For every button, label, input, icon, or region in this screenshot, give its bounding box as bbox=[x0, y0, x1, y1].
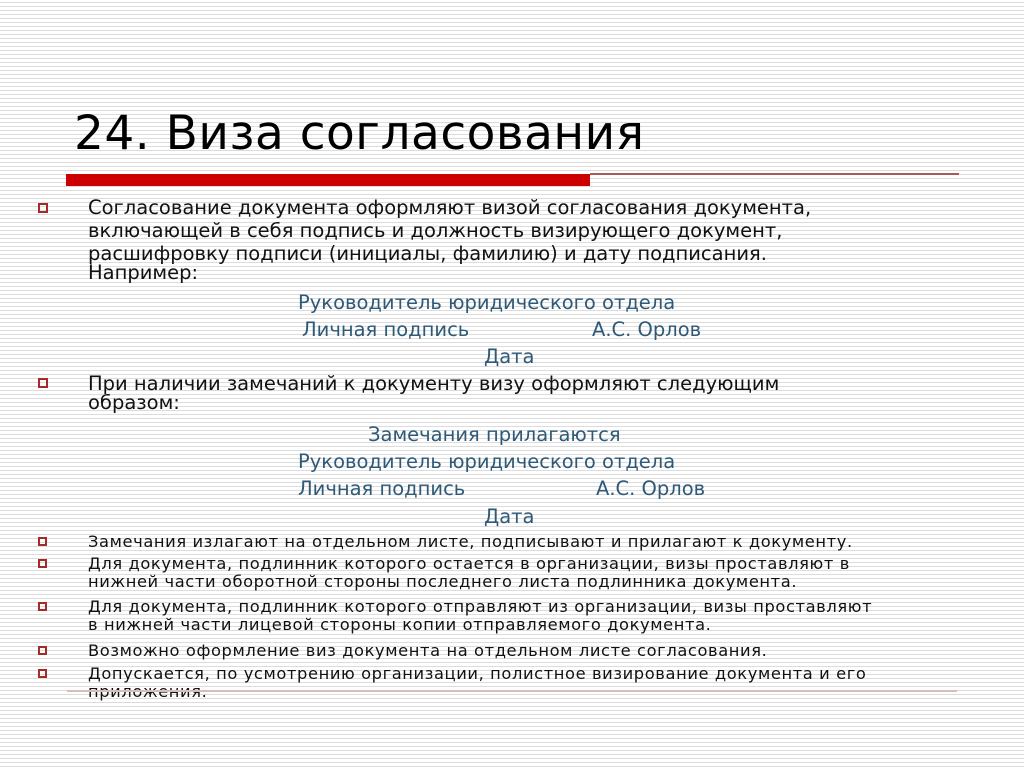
text-line: Для документа, подлинник которого остается в организации, визы проставляют в bbox=[88, 554, 850, 573]
text-line: включающей в себя подпись и должность визирующего документ, bbox=[88, 219, 783, 242]
bullet-text-6 bbox=[88, 641, 767, 661]
footer-divider bbox=[67, 690, 957, 692]
bullet-square-icon bbox=[38, 537, 47, 546]
text-line: Замечания излагают на отдельном листе, подписывают и прилагают к документу. bbox=[88, 532, 853, 551]
bullet-square-icon bbox=[38, 646, 47, 655]
bullet-square-icon bbox=[38, 602, 47, 611]
text-line: Согласование документа оформляют визой согласования документа, bbox=[88, 196, 812, 219]
title-underline-thin bbox=[590, 173, 959, 175]
text-line: Допускается, по усмотрению организации, полистное визирование документа и его bbox=[88, 664, 867, 683]
bullet-text-3 bbox=[88, 532, 853, 552]
text-line: нижней части оборотной стороны последнего листа подлинника документа. bbox=[88, 572, 798, 591]
example2-signature: Личная подпись bbox=[298, 477, 466, 500]
bullet-square-icon bbox=[38, 669, 47, 678]
bullet-square-icon bbox=[38, 378, 48, 388]
bullet-square-icon bbox=[38, 203, 48, 213]
bullet-text-4 bbox=[88, 554, 850, 592]
bullet-text-1 bbox=[88, 196, 811, 284]
text-line: Для документа, подлинник которого отправляют из организации, визы проставляют bbox=[88, 597, 873, 616]
bullet-text-7 bbox=[88, 664, 866, 702]
title-underline-thick bbox=[66, 174, 590, 186]
slide-title: 24. Виза согласования bbox=[74, 106, 645, 161]
bullet-text-2 bbox=[88, 372, 779, 414]
bullet-text-5 bbox=[88, 597, 872, 635]
bullet-square-icon bbox=[38, 559, 47, 568]
example1-date: Дата bbox=[484, 345, 535, 368]
example1-name: А.С. Орлов bbox=[592, 318, 702, 341]
text-line: Возможно оформление виз документа на отдельном листе согласования. bbox=[88, 641, 768, 660]
text-line: расшифровку подписи (инициалы, фамилию) и дату подписания. bbox=[88, 242, 767, 265]
example1-position: Руководитель юридического отдела bbox=[298, 291, 676, 314]
example2-name: А.С. Орлов bbox=[596, 477, 706, 500]
text-line: образом: bbox=[88, 391, 180, 414]
example2-date: Дата bbox=[484, 505, 535, 528]
text-line: При наличии замечаний к документу визу оформляют следующим bbox=[88, 372, 780, 395]
example1-signature: Личная подпись bbox=[302, 318, 470, 341]
example2-position: Руководитель юридического отдела bbox=[298, 450, 676, 473]
text-line: в нижней части лицевой стороны копии отправляемого документа. bbox=[88, 615, 712, 634]
text-line bbox=[88, 682, 866, 702]
example2-remarks: Замечания прилагаются bbox=[368, 423, 621, 446]
text-line: Например: bbox=[88, 261, 199, 284]
